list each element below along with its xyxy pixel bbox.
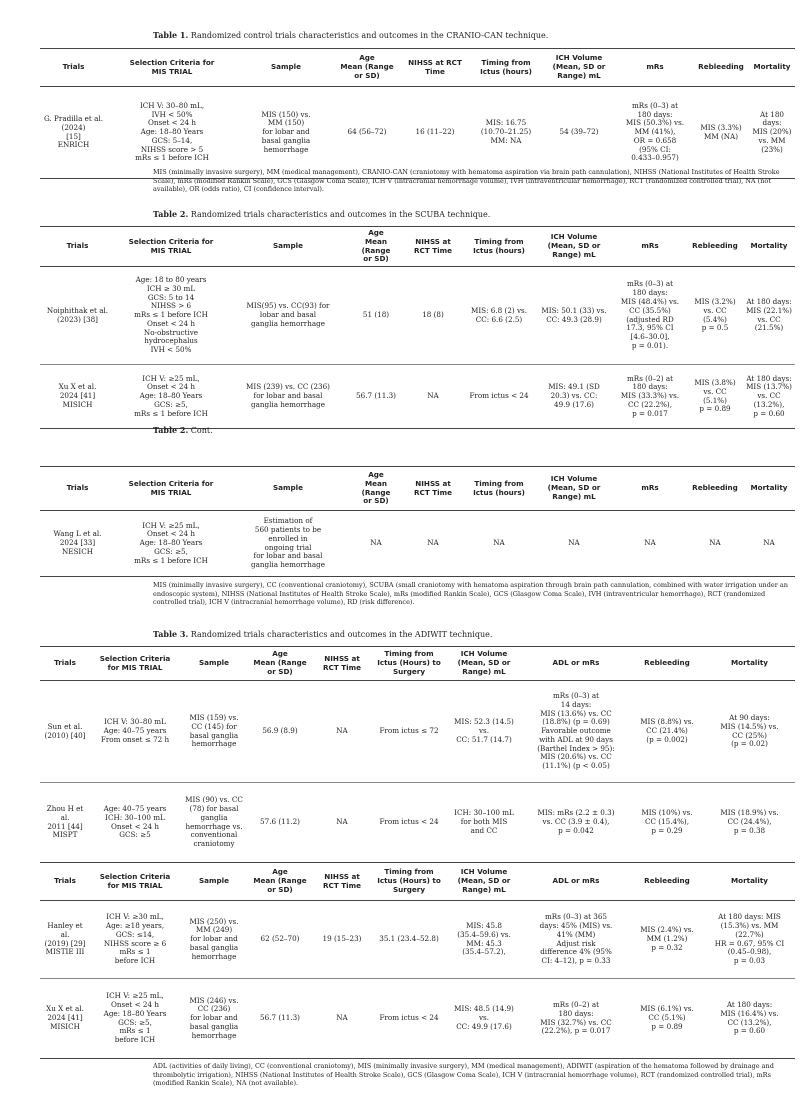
table-cell: mRs (0–3) at 180 days: MIS (48.4%) vs. CC (35.5%) (adjusted RD 17.3, 95% CI [4.6–30.0], p = 0.01). bbox=[620, 279, 680, 350]
column-header: Rebleeding bbox=[692, 241, 738, 251]
table-cell: ICH V: ≥25 mL, Onset < 24 h Age: 18–80 Years GCS: ≥5, mRs ≤ 1 before ICH bbox=[103, 991, 167, 1045]
table-cell: NA bbox=[493, 538, 505, 548]
table-cell: 57.6 (11.2) bbox=[260, 817, 300, 827]
table-cell: NA bbox=[336, 1013, 348, 1023]
table1 bbox=[40, 48, 795, 179]
column-header: mRs bbox=[641, 241, 659, 251]
column-header: mRs bbox=[641, 483, 659, 493]
table3-part2 bbox=[40, 862, 795, 1059]
column-header: Mortality bbox=[750, 483, 788, 493]
table-cell: G. Pradilla et al. (2024) [15] ENRICH bbox=[44, 113, 103, 150]
column-header: Mortality bbox=[750, 241, 788, 251]
table-cell: ICH: 30–100 mL for both MIS and CC bbox=[454, 808, 514, 835]
column-header: Trials bbox=[54, 876, 76, 886]
column-header: Rebleeding bbox=[698, 62, 744, 72]
table3 bbox=[40, 646, 795, 863]
table-cell: MIS: 49.1 (SD 20.3) vs. CC: 49.9 (17.6) bbox=[548, 382, 600, 409]
table-cell: At 180 days: MIS (20%) vs. MM (23%) bbox=[752, 109, 792, 154]
table1-caption: Table 1. Randomized control trials characteristics and outcomes in the CRANIO-CAN technique. bbox=[153, 30, 549, 40]
table-cell: From ictus < 24 bbox=[379, 1013, 439, 1023]
column-header: Trials bbox=[66, 483, 89, 493]
table-cell: Estimation of 560 patients to be enrolled in ongoing trial for lobar and basal ganglia hemorrhage bbox=[251, 516, 325, 570]
table-cell: 62 (52–70) bbox=[260, 934, 300, 944]
table-cell: Age: 18 to 80 years ICH ≥ 30 mL GCS: 5 to 14 NIHSS > 6 mRs ≤ 1 before ICH Onset < 24 h No-obstructive hydrocephalus IVH < 50% bbox=[134, 274, 208, 355]
column-header: Rebleeding bbox=[644, 658, 690, 668]
column-header: Timing from Ictus (hours) bbox=[473, 478, 525, 497]
table-cell: MIS (3.8%) vs. CC (5.1%) p = 0.89 bbox=[694, 377, 736, 414]
table-cell: 54 (39–72) bbox=[559, 127, 599, 137]
table-cell: mRs (0–2) at 180 days: MIS (32.7%) vs. CC (22.2%), p = 0.017 bbox=[540, 999, 612, 1036]
table2 bbox=[40, 226, 795, 429]
table1-footnote: MIS (minimally invasive surgery), MM (medical management), CRANIO-CAN (craniotomy with hematoma aspiration via brain path cannulation), NIHSS (National Institutes of Health Stroke Scale), mRs (modified Rankin Scale), GCS (Glasgow Coma Scale), ICH V (intracranial hemorrhage volume), IVH (intraventricular hemorrhage), RCT (randomized controlled trial), NA (not available), OR (odds ratio), CI (confidence interval). bbox=[153, 168, 780, 194]
column-header: ICH Volume (Mean, SD or Range) mL bbox=[547, 474, 601, 501]
table-cell: Xu X et al. 2024 [41] MISICH bbox=[58, 382, 97, 409]
table-cell: MIS: mRs (2.2 ± 0.3) vs. CC (3.9 ± 0.4), p = 0.042 bbox=[537, 808, 615, 835]
table-cell: MIS (246) vs. CC (236) for lobar and basal ganglia hemorrhage bbox=[189, 995, 239, 1040]
column-header: Sample bbox=[199, 876, 229, 886]
column-header: ADL or mRs bbox=[552, 876, 600, 886]
table-cell: MIS (239) vs. CC (236) for lobar and basal ganglia hemorrhage bbox=[246, 382, 330, 409]
table-cell: NA bbox=[336, 817, 348, 827]
table3-caption: Table 3. Randomized trials characteristics and outcomes in the ADIWIT technique. bbox=[153, 629, 493, 639]
table-cell: 35.1 (23.4–52.8) bbox=[379, 934, 439, 944]
column-header: mRs bbox=[646, 62, 664, 72]
table2cont-caption: Table 2. Cont. bbox=[153, 425, 213, 435]
table-cell: MIS (18.9%) vs. CC (24.4%), p = 0.38 bbox=[720, 808, 779, 835]
table-cell: MIS (3.2%) vs. CC (5.4%) p = 0.5 bbox=[694, 296, 736, 333]
table-cell: mRs (0–2) at 180 days: MIS (33.3%) vs. CC (22.2%), p = 0.017 bbox=[620, 373, 680, 418]
column-header: Age Mean (Range or SD) bbox=[361, 227, 391, 264]
table-cell: mRs (0–3) at 14 days: MIS (13.6%) vs. CC (18.8%) (p = 0.69) Favorable outcome with ADL at 90 days (Barthel Index > 95): MIS (20.6%) vs. CC (11.1%) (p < 0.05) bbox=[537, 690, 615, 771]
table-cell: 51 (18) bbox=[362, 310, 390, 320]
table-cell: At 180 days: MIS (22.1%) vs. CC (21.5%) bbox=[746, 296, 792, 333]
table-cell: MIS(95) vs. CC(93) for lobar and basal ganglia hemorrhage bbox=[246, 301, 330, 328]
table-cell: ICH V: ≥25 mL, Onset < 24 h Age: 18–80 Years GCS: ≥5, mRs ≤ 1 before ICH bbox=[134, 373, 208, 418]
table-cell: Noiphithak et al. (2023) [38] bbox=[46, 305, 109, 324]
column-header: Trials bbox=[62, 62, 85, 72]
column-header: Trials bbox=[66, 241, 89, 251]
column-header: Age Mean (Range or SD) bbox=[340, 53, 394, 80]
table-row bbox=[40, 681, 795, 783]
column-header: Sample bbox=[271, 62, 301, 72]
table-cell: mRs (0–3) at 365 days: 45% (MIS) vs. 41% (MM) Adjust risk difference 4% (95% CI: 4–12), p = 0.33 bbox=[539, 912, 613, 966]
table-cell: Sun et al. (2010) [40] bbox=[44, 721, 86, 740]
column-header: NIHSS at RCT Time bbox=[323, 871, 361, 890]
table-cell: MIS: 48.5 (14.9) vs. CC: 49.9 (17.6) bbox=[454, 1004, 514, 1031]
table-row bbox=[40, 783, 795, 863]
column-header: Selection Criteria for MIS TRIAL bbox=[128, 236, 214, 255]
table-cell: Wang L et al. 2024 [33] NESICH bbox=[53, 529, 102, 556]
table-cell: MIS: 50.1 (33) vs. CC: 49.3 (28.9) bbox=[541, 305, 607, 324]
table-cell: Hanley et al. (2019) [29] MISTIE III bbox=[44, 920, 86, 957]
table-cell: ICH V: ≥25 mL, Onset < 24 h Age: 18–80 Years GCS: ≥5, mRs ≤ 1 before ICH bbox=[134, 520, 208, 565]
table-cell: NA bbox=[427, 538, 439, 548]
table-cell: MIS (2.4%) vs. MM (1.2%) p = 0.32 bbox=[640, 925, 694, 952]
table-cell: From ictus ≤ 72 bbox=[379, 726, 439, 736]
table-cell: mRs (0–3) at 180 days: MIS (50.3%) vs. MM (41%), OR = 0.658 (95% CI: 0.433–0.957) bbox=[625, 100, 685, 163]
table-cell: MIS (150) vs. MM (150) for lobar and basal ganglia hemorrhage bbox=[261, 109, 311, 154]
column-header: Timing from Ictus (hours) bbox=[473, 236, 525, 255]
column-header: ICH Volume (Mean, SD or Range) mL bbox=[457, 867, 511, 894]
table-cell: MIS: 45.8 (35.4–59.6) vs. MM: 45.3 (35.4–57.2), bbox=[457, 920, 511, 957]
table-cell: NA bbox=[644, 538, 656, 548]
column-header: ICH Volume (Mean, SD or Range) mL bbox=[552, 53, 606, 80]
column-header: Mortality bbox=[731, 876, 768, 886]
table3-footnote: ADL (activities of daily living), CC (conventional craniotomy), MIS (minimally invasive surgery), MM (medical management), ADIWIT (aspiration of the hematoma followed by drainage and thrombolytic irrigation), NIHSS (National Institutes of Health Stroke Scale), GCS (Glasgow Coma Scale), ICH V (intracranial hemorrhage volume), RCT (randomized controlled trial), mRs (modified Rankin Scale), NA (not available). bbox=[153, 1062, 774, 1088]
column-header: Mortality bbox=[753, 62, 791, 72]
column-header: Rebleeding bbox=[692, 483, 738, 493]
table-cell: ICH V: ≥30 mL, Age: ≥18 years, GCS: ≤14, NIHSS score ≥ 6 mRs ≤ 1 before ICH bbox=[103, 912, 167, 966]
column-header: ADL or mRs bbox=[552, 658, 600, 668]
column-header: ICH Volume (Mean, SD or Range) mL bbox=[547, 232, 601, 259]
table-cell: 16 (11–22) bbox=[415, 127, 455, 137]
column-header: NIHSS at RCT Time bbox=[408, 57, 462, 76]
table-cell: 18 (8) bbox=[422, 310, 444, 320]
column-header: Timing from Ictus (hours) bbox=[480, 57, 532, 76]
table-cell: At 90 days: MIS (14.5%) vs. CC (25%) (p = 0.02) bbox=[720, 712, 779, 749]
table-cell: 56.7 (11.3) bbox=[260, 1013, 300, 1023]
table-cell: NA bbox=[427, 391, 439, 401]
table-cell: NA bbox=[763, 538, 775, 548]
table-cell: MIS (3.3%) MM (NA) bbox=[700, 122, 742, 141]
column-header: Sample bbox=[273, 241, 303, 251]
table-cell: 56.9 (8.9) bbox=[262, 726, 298, 736]
table-cell: MIS (159) vs. CC (145) for basal ganglia hemorrhage bbox=[189, 712, 239, 749]
table-row bbox=[40, 901, 795, 979]
table-row bbox=[40, 365, 795, 429]
table-row bbox=[40, 87, 795, 179]
table-cell: At 180 days: MIS (15.3%) vs. MM (22.7%) HR = 0.67, 95% CI (0.45–0.98), p = 0.03 bbox=[714, 912, 785, 966]
column-header: Timing from Ictus (Hours) to Surgery bbox=[377, 649, 441, 676]
column-header: ICH Volume (Mean, SD or Range) mL bbox=[457, 649, 511, 676]
table-cell: MIS (6.1%) vs. CC (5.1%) p = 0.89 bbox=[640, 1004, 694, 1031]
column-header: Selection Criteria for MIS TRIAL bbox=[129, 57, 215, 76]
column-header: NIHSS at RCT Time bbox=[414, 478, 452, 497]
column-header: Sample bbox=[199, 658, 229, 668]
table-cell: 19 (15–23) bbox=[322, 934, 362, 944]
table-cell: From ictus < 24 bbox=[379, 817, 439, 827]
column-header: NIHSS at RCT Time bbox=[323, 653, 361, 672]
table2-cont bbox=[40, 466, 795, 577]
column-header: Trials bbox=[54, 658, 76, 668]
column-header: Age Mean (Range or SD) bbox=[253, 867, 307, 894]
table-cell: 56.7 (11.3) bbox=[356, 391, 396, 401]
column-header: Rebleeding bbox=[644, 876, 690, 886]
table-cell: Xu X et al. 2024 [41] MISICH bbox=[46, 1004, 84, 1031]
table-cell: Age: 40–75 years ICH: 30–100 mL Onset < 24 h GCS: ≥5 bbox=[103, 803, 167, 840]
table-cell: MIS: 6.8 (2) vs. CC: 6.6 (2.5) bbox=[470, 305, 528, 324]
table-cell: MIS (90) vs. CC (78) for basal ganglia hemorrhage vs. conventional craniotomy bbox=[185, 795, 243, 849]
column-header: Selection Criteria for MIS TRIAL bbox=[128, 478, 214, 497]
table-row bbox=[40, 979, 795, 1059]
column-header: NIHSS at RCT Time bbox=[414, 236, 452, 255]
table-row bbox=[40, 267, 795, 365]
table-row bbox=[40, 511, 795, 577]
table-cell: At 180 days: MIS (16.4%) vs. CC (13.2%), p = 0.60 bbox=[720, 999, 779, 1036]
table-cell: NA bbox=[336, 726, 348, 736]
column-header: Selection Criteria for MIS TRIAL bbox=[99, 871, 171, 890]
table-cell: NA bbox=[709, 538, 721, 548]
table-cell: MIS (10%) vs. CC (15.4%), p = 0.29 bbox=[641, 808, 693, 835]
table-cell: From ictus < 24 bbox=[469, 391, 529, 401]
table-cell: NA bbox=[568, 538, 580, 548]
table-cell: ICH V: 30–80 mL Age: 40–75 years From onset ≤ 72 h bbox=[100, 717, 170, 744]
column-header: Age Mean (Range or SD) bbox=[253, 649, 307, 676]
table-cell: NA bbox=[370, 538, 382, 548]
table2-footnote: MIS (minimally invasive surgery), CC (conventional craniotomy), SCUBA (small craniotomy with hematoma aspiration through brain path cannulation, combined with water irrigation under an endoscopic system), NIHSS (National Institutes of Health Stroke Scale), mRs (modified Rankin Scale), GCS (Glasgow Coma Scale), IVH (intraventricular hemorrhage), RCT (randomized controlled trial), ICH V (intracranial hemorrhage volume), RD (risk difference). bbox=[153, 581, 788, 607]
table-cell: MIS: 16.75 (10.70–21.25) MM: NA bbox=[480, 118, 532, 145]
column-header: Timing from Ictus (Hours) to Surgery bbox=[377, 867, 441, 894]
column-header: Selection Criteria for MIS TRIAL bbox=[99, 653, 171, 672]
table-cell: 64 (56–72) bbox=[347, 127, 387, 137]
column-header: Sample bbox=[273, 483, 303, 493]
column-header: Mortality bbox=[731, 658, 768, 668]
column-header: Age Mean (Range or SD) bbox=[361, 469, 391, 506]
table-cell: Zhou H et al. 2011 [44] MISPT bbox=[46, 803, 84, 840]
table-cell: At 180 days: MIS (13.7%) vs. CC (13.2%), p = 0.60 bbox=[746, 373, 792, 418]
table-cell: MIS: 52.3 (14.5) vs. CC: 51.7 (14.7) bbox=[454, 717, 514, 744]
table-cell: MIS (250) vs. MM (249) for lobar and basal ganglia hemorrhage bbox=[189, 916, 239, 961]
table2-caption: Table 2. Randomized trials characteristics and outcomes in the SCUBA technique. bbox=[153, 209, 491, 219]
table-cell: ICH V: 30–80 mL, IVH < 50% Onset < 24 h Age: 18–80 Years GCS: 5–14, NIHSS score > 5 mRs ≤ 1 before ICH bbox=[135, 100, 209, 163]
table-cell: MIS (8.8%) vs. CC (21.4%) (p = 0.002) bbox=[640, 717, 694, 744]
